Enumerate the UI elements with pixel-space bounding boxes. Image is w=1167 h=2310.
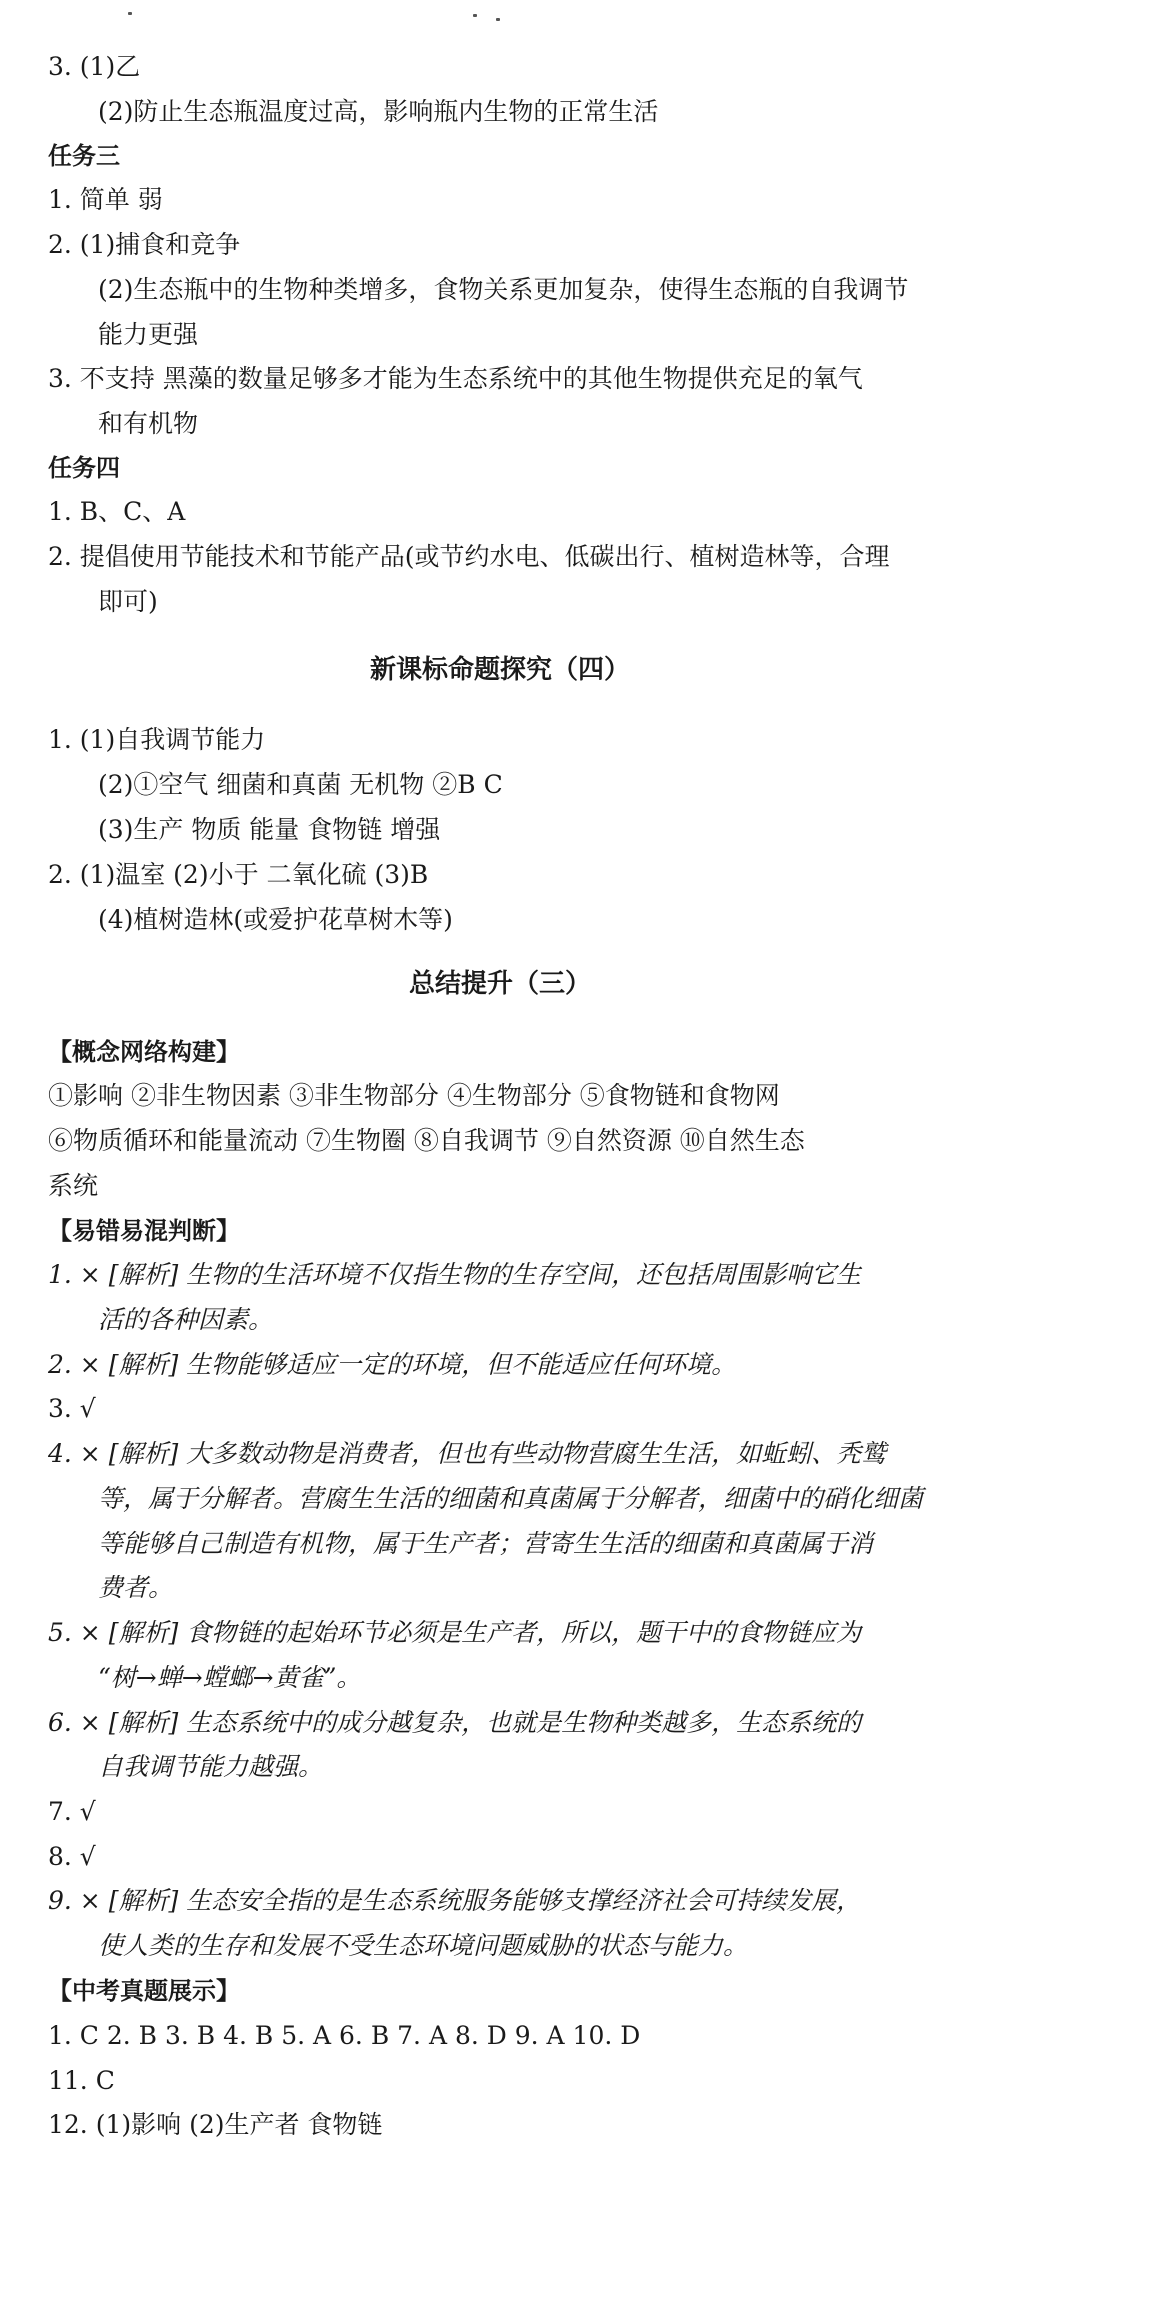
text-line: 2. (1)捕食和竞争 xyxy=(48,230,241,259)
scan-mark xyxy=(128,12,132,15)
text-line: 活的各种因素。 xyxy=(98,1305,274,1334)
text-line: 1. B、C、A xyxy=(48,497,186,526)
text-line: 2. (1)温室 (2)小于 二氧化硫 (3)B xyxy=(48,860,429,889)
scan-mark xyxy=(496,18,500,21)
text-line: 11. C xyxy=(48,2066,115,2095)
text-line: 5. × [解析] 食物链的起始环节必须是生产者，所以，题干中的食物链应为 xyxy=(48,1618,862,1647)
text-line: 3. √ xyxy=(48,1394,96,1423)
text-line: 费者。 xyxy=(98,1573,174,1602)
text-line: 能力更强 xyxy=(98,320,199,349)
section-heading: 【易错易混判断】 xyxy=(48,1217,240,1245)
text-line: 和有机物 xyxy=(98,409,199,438)
text-line: 1. (1)自我调节能力 xyxy=(48,725,266,754)
text-line: 2. 提倡使用节能技术和节能产品(或节约水电、低碳出行、植树造林等，合理 xyxy=(48,542,890,571)
section-heading: 【概念网络构建】 xyxy=(48,1038,240,1066)
text-line: 1. × [解析] 生物的生活环境不仅指生物的生存空间，还包括周围影响它生 xyxy=(48,1260,862,1289)
text-line: 使人类的生存和发展不受生态环境问题威胁的状态与能力。 xyxy=(98,1931,749,1960)
text-line: (2)①空气 细菌和真菌 无机物 ②B C xyxy=(98,770,503,799)
text-line: 1. 简单 弱 xyxy=(48,185,163,214)
text-line: 9. × [解析] 生态安全指的是生态系统服务能够支撑经济社会可持续发展， xyxy=(48,1886,862,1915)
text-line: (3)生产 物质 能量 食物链 增强 xyxy=(98,815,441,844)
text-line: 3. (1)乙 xyxy=(48,52,141,81)
section-heading: 任务四 xyxy=(48,454,120,482)
section-heading: 【中考真题展示】 xyxy=(48,1977,240,2005)
text-line: (2)防止生态瓶温度过高，影响瓶内生物的正常生活 xyxy=(98,97,659,126)
text-line: 6. × [解析] 生态系统中的成分越复杂，也就是生物种类越多，生态系统的 xyxy=(48,1708,862,1737)
section-title: 新课标命题探究（四） xyxy=(369,655,630,685)
text-line: 系统 xyxy=(48,1171,99,1200)
text-line: 自我调节能力越强。 xyxy=(98,1752,324,1781)
text-line: 1. C 2. B 3. B 4. B 5. A 6. B 7. A 8. D 9. A 10. D xyxy=(48,2021,641,2050)
text-line: ⑥物质循环和能量流动 ⑦生物圈 ⑧自我调节 ⑨自然资源 ⑩自然生态 xyxy=(48,1126,805,1155)
text-line: 12. (1)影响 (2)生产者 食物链 xyxy=(48,2110,383,2139)
section-heading: 任务三 xyxy=(48,142,120,170)
text-line: 即可) xyxy=(98,587,158,616)
text-line: 等能够自己制造有机物，属于生产者；营寄生生活的细菌和真菌属于消 xyxy=(98,1529,874,1558)
text-line: 3. 不支持 黑藻的数量足够多才能为生态系统中的其他生物提供充足的氧气 xyxy=(48,364,863,393)
text-line: 4. × [解析] 大多数动物是消费者，但也有些动物营腐生生活，如蚯蚓、秃鹫 xyxy=(48,1439,887,1468)
text-line: 8. √ xyxy=(48,1842,96,1871)
text-line: 等，属于分解者。营腐生生活的细菌和真菌属于分解者，细菌中的硝化细菌 xyxy=(98,1484,924,1513)
text-line: (4)植树造林(或爱护花草树木等) xyxy=(98,905,453,934)
text-line: (2)生态瓶中的生物种类增多，食物关系更加复杂，使得生态瓶的自我调节 xyxy=(98,275,909,304)
text-line: ①影响 ②非生物因素 ③非生物部分 ④生物部分 ⑤食物链和食物网 xyxy=(48,1081,780,1110)
scan-mark xyxy=(473,14,477,17)
text-line: 2. × [解析] 生物能够适应一定的环境，但不能适应任何环境。 xyxy=(48,1350,737,1379)
text-line: “树→蝉→螳螂→黄雀”。 xyxy=(98,1663,362,1692)
text-line: 7. √ xyxy=(48,1797,96,1826)
section-title: 总结提升（三） xyxy=(408,969,591,999)
